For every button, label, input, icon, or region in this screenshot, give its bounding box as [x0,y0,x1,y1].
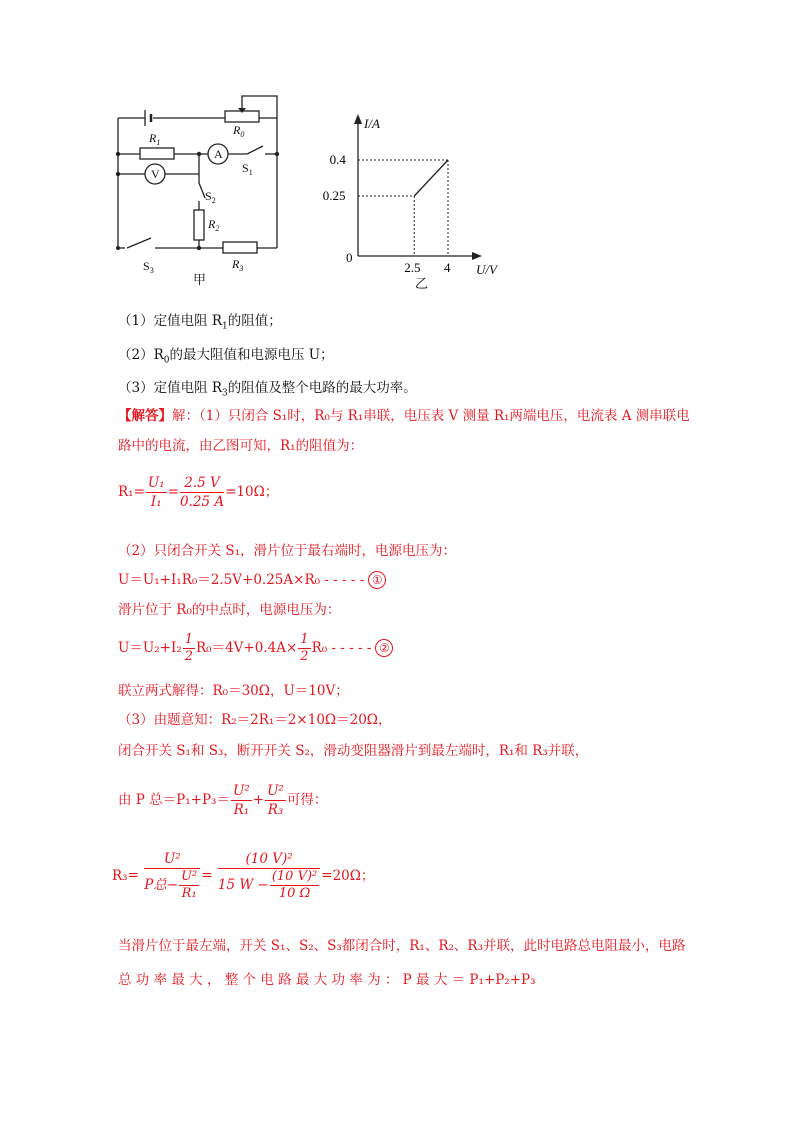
label-voltmeter: V [151,167,160,181]
x-tick-label: 4 [444,260,451,275]
answer-p3-eq2: R₃= U² P总− $\frac{\text{U²}}{\text{R₁}}$ = (10 V)² 15 W − $\frac{\text{(10 V)²}}{10 \Omega}$ =20Ω； [112,851,375,901]
answer-p2-result: 联立两式解得：R₀＝30Ω，U＝10V； [118,683,349,699]
answer-p2-line1: （2）只闭合开关 S₁，滑片位于最右端时，电源电压为： [118,543,457,559]
answer-p3-eq1: 由 P 总＝P₁+P₃＝ $\frac{\text{U²}}{\text{R₁}}$ + $\frac{\text{U²}}{\text{R₃}}$ 可得： [118,783,328,818]
label-s2: $S_2$ [205,189,216,205]
circuit-diagram [105,88,290,293]
label-s1: $S_1$ [242,161,253,177]
answer-tag: 【解答】 [118,408,172,424]
y-axis-label: I/A [364,116,380,131]
x-tick-label: 2.5 [404,260,421,275]
answer-p3-line2: 闭合开关 S₁和 S₃，断开开关 S₂，滑动变阻器滑片到最左端时，R₁和 R₃并联， [118,743,589,759]
question-3: （3）定值电阻 $R_3$的阻值及整个电路的最大功率。 [118,380,417,399]
label-r3: $R_3$ [232,257,244,273]
label-r1: $R_1$ [149,131,161,147]
series-line [414,160,448,196]
answer-p2-eq1: U＝U₁+I₁R₀＝2.5V+0.25A×R₀ - - - - - ① [118,570,386,590]
answer-p4-line1: 当滑片位于最左端，开关 S₁、S₂、S₃都闭合时，R₁、R₂、R₃并联，此时电路总电阻最小，电路 [118,938,686,954]
label-r2: $R_2$ [208,217,220,233]
answer-p4-line2: 总 功 率 最 大 ， 整 个 电 路 最 大 功 率 为 ： P 最 大 ＝ P₁+P₂+P₃ [118,972,536,988]
answer-p1-line2: 路中的电流，由乙图可知，R₁的阻值为： [118,438,364,454]
label-ammeter: A [214,147,223,161]
answer-p1-line1: 【解答】解：（1）只闭合 S₁时，R₀与 R₁串联，电压表 V 测量 R₁两端电压，电流表 A 测串联电 [118,408,690,424]
origin-label: 0 [346,250,353,265]
question-2: $(2)R_0$的最大阻值和电源电压 U； [118,347,334,366]
answer-p3-line1: （3）由题意知：R₂＝2R₁＝2×10Ω＝20Ω， [118,712,392,728]
label-s3: $S_3$ [143,259,154,275]
answer-p2-line3: 滑片位于 R₀的中点时，电源电压为： [118,602,341,618]
answer-eq1: R₁= $\frac{\text{U₁}}{\text{I₁}}$ = $\frac{2.5 V}{0.25 A}$ =10Ω； [118,475,279,510]
y-tick-label: 0.25 [322,188,346,203]
y-tick-label: 0.4 [329,152,346,167]
circuit-caption: 甲 [193,272,207,287]
iu-graph [320,108,520,298]
label-r0: $R_0$ [233,123,245,139]
question-1: （1）定值电阻 $R_1$的阻值； [118,313,282,332]
x-axis-label: U/V [476,262,497,277]
graph-caption: 乙 [415,276,429,291]
answer-p2-eq2: U＝U₂+I₂ $\frac{1}{2}$ R₀＝4V+0.4A× $\frac{1}{2}$ R₀ - - - - - ② [118,632,393,665]
